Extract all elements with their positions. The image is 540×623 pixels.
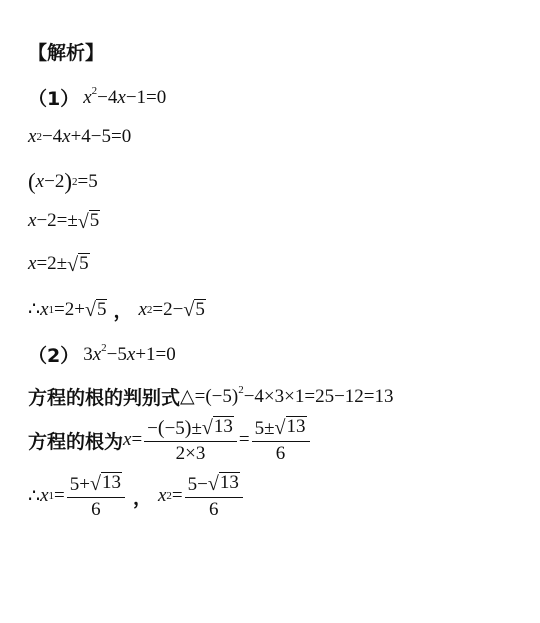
part1-step2: ( x −2 ) 2 =5 (28, 169, 98, 194)
roots-fraction-1: −(−5)± √ 13 2×3 (144, 416, 237, 465)
part1-step1: x 2 −4 x +4−5=0 (28, 126, 132, 147)
section-title-text: 【解析】 (28, 42, 105, 64)
discriminant-expression: $\triangle=(-5)^2-4\times 3\times 1=25-12=13$ (180, 384, 394, 407)
part2-roots (28, 416, 312, 465)
part1-step4: x =2± √ 5 (28, 253, 89, 276)
roots-label: 方程的根为 (28, 430, 124, 453)
part1-equation (28, 84, 166, 111)
comma-2: ， (132, 486, 152, 509)
part1-result: ∴ x 1 =2+ √ 5 ， x 2 =2− √ 5 (28, 296, 206, 323)
roots-expression: x = −(−5)± √ 13 2×3 = 5± √ 13 6 (123, 416, 312, 465)
discriminant-label: 方程的根的判别式 (28, 387, 181, 409)
x2-fraction: 5− √ 13 6 (185, 472, 243, 521)
comma-1: ， (113, 300, 133, 322)
part2-eq-math: $3x^2-5x+1=0$ (83, 341, 176, 365)
part2-result: ∴ x 1 = 5+ √ 13 6 ， x 2 = 5− √ 13 6 (28, 472, 245, 521)
x1-fraction: 5+ √ 13 6 (67, 472, 125, 521)
part2-label: （2） (28, 345, 80, 367)
part1-label: （1） (28, 88, 80, 110)
part2-equation (28, 341, 176, 368)
part1-eq-math: $x^2-4x-1=0$ (83, 84, 167, 108)
roots-fraction-2: 5± √ 13 6 (252, 416, 310, 465)
section-title (28, 38, 104, 65)
part1-step3: x −2=± √ 5 (28, 210, 100, 233)
part2-discriminant (28, 383, 394, 410)
